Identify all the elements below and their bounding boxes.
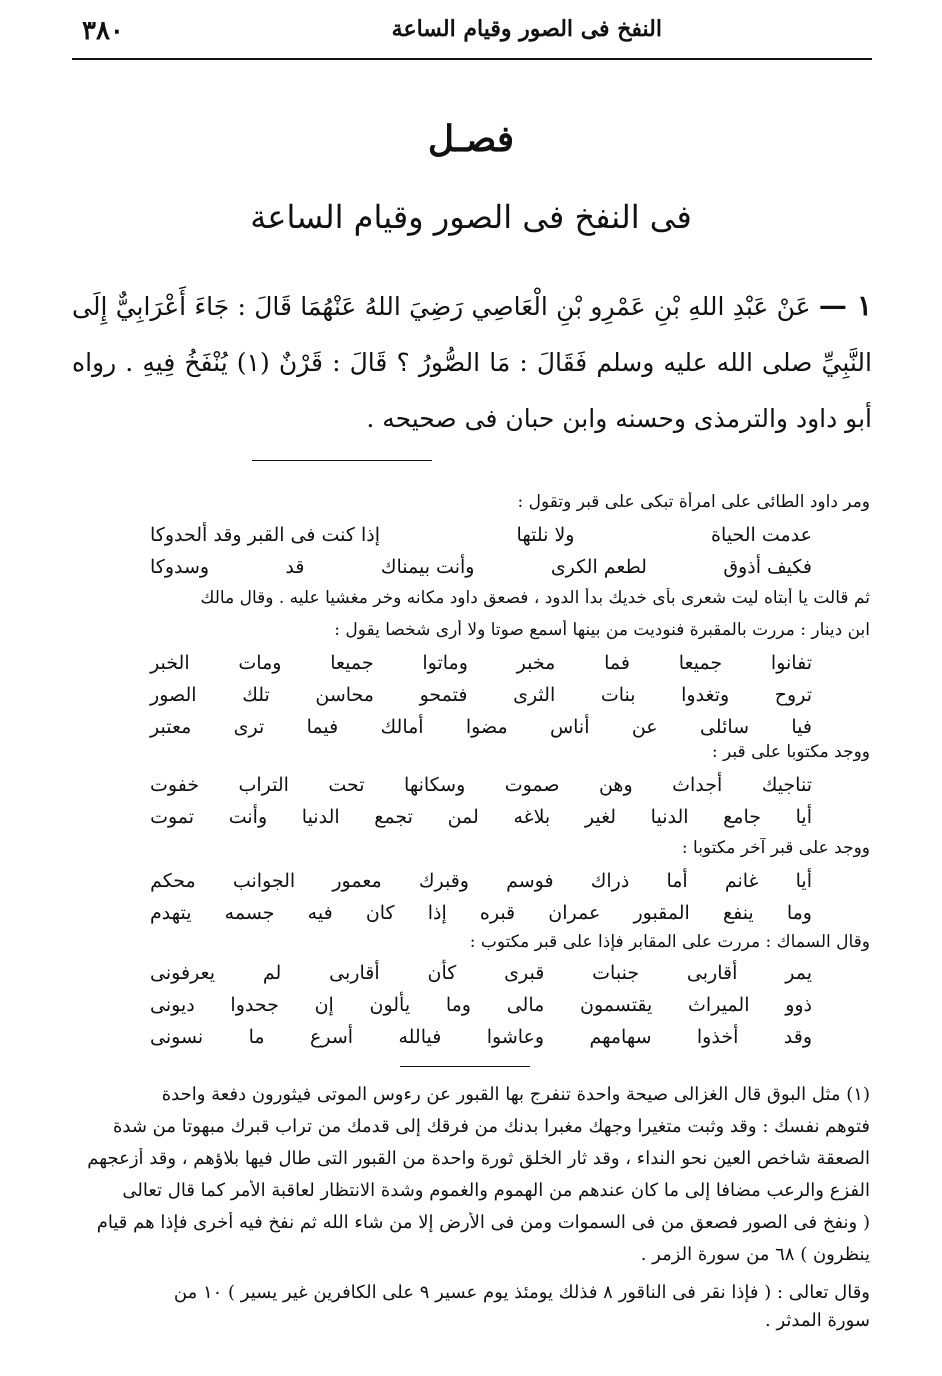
verse-word: لم (262, 962, 282, 984)
verse-word: جميعا (678, 652, 723, 674)
verse-word: تموت (150, 806, 195, 828)
verse-line (150, 774, 812, 796)
verse-line (150, 524, 812, 546)
verse-word: المقبور (633, 902, 690, 924)
verse-word: الصور (150, 684, 197, 706)
verse-word: محاسن (315, 684, 374, 706)
verse-word: أناس (549, 716, 590, 738)
verse-word: تروح (774, 684, 812, 706)
verse-word: وسدوكا (150, 556, 210, 578)
verse-word: أقاربى (686, 962, 738, 984)
verse-word: ذراك (590, 870, 630, 892)
verse-word: وقد (783, 1026, 812, 1048)
footnote-line: سورة المدثر . (765, 1310, 870, 1331)
verse-word: يألون (369, 994, 411, 1016)
verse-word: قد (285, 556, 305, 578)
verse-word: فيالله (398, 1026, 442, 1048)
verse-word: الثرى (513, 684, 556, 706)
verse-word: الدنيا (301, 806, 340, 828)
verse-word: وما (445, 994, 471, 1016)
verse-word: وهن (598, 774, 633, 796)
verse-word: خفوت (150, 774, 200, 796)
footnote-line: الفزع والرعب مضافا إلى ما كان عندهم من الهموم والغموم وشدة الانتظار لعاقبة الأمر كما قال تعالى (122, 1180, 870, 1201)
verse-line (150, 806, 812, 828)
hadith-text: عَنْ عَبْدِ اللهِ بْنِ عَمْرِو بْنِ الْعَاصِي رَضِيَ اللهُ عَنْهُمَا قَالَ : جَاءَ أَعْرَابِيٌّ إِلَى النَّبِيِّ صلى الله عليه وسلم فَقَالَ : مَا الصُّورُ ؟ قَالَ : قَرْنٌ (١) يُنْفَخُ فِيهِ . رواه أبو داود والترمذى وحسنه وابن حبان فى صحيحه . (72, 292, 872, 433)
note-line: ابن دينار : مررت بالمقبرة فنوديت من بينها أسمع صوتا ولا أرى شخصا يقول : (334, 620, 870, 640)
verse-line (150, 652, 812, 674)
verse-word: أقاربى (329, 962, 380, 984)
verse-word: أيا (795, 806, 812, 828)
verse-word: لغير (584, 806, 617, 828)
verse-word: معمور (332, 870, 382, 892)
verse-word: صموت (504, 774, 560, 796)
note-line: ووجد على قبر آخر مكتوبا : (681, 838, 870, 858)
verse-word: كأن (427, 962, 457, 984)
verse-word: يمر (785, 962, 812, 984)
footnote-line: وقال تعالى : ( فإذا نقر فى الناقور ٨ فذلك يومئذ يوم عسير ٩ على الكافرين غير يسير ) ١٠ من (173, 1282, 870, 1303)
verse-word: لمن (447, 806, 479, 828)
verse-word: ما (248, 1026, 265, 1048)
running-title: النفخ فى الصور وقيام الساعة (391, 16, 662, 42)
verse-word: غانم (724, 870, 759, 892)
note-line: وقال السماك : مررت على المقابر فإذا على قبر مكتوب : (469, 932, 870, 952)
verse-word: جميعا (330, 652, 374, 674)
verse-word: جامع (723, 806, 761, 828)
verse-word: الدنيا (650, 806, 689, 828)
verse-word: أيا (795, 870, 812, 892)
verse-word: ترى (233, 716, 265, 738)
verse-word: وعاشوا (486, 1026, 545, 1048)
note-line: ووجد مكتوبا على قبر : (711, 742, 870, 762)
verse-line (150, 1026, 812, 1048)
verse-word: مخبر (516, 652, 556, 674)
verse-word: كان (365, 902, 395, 924)
footnote-line: ينظرون ) ٦٨ من سورة الزمر . (640, 1244, 870, 1265)
verse-word: نسونى (150, 1026, 204, 1048)
verse-word: بنات (600, 684, 636, 706)
verse-word: قبرى (504, 962, 545, 984)
verse-word: تلك (242, 684, 270, 706)
note-line: ثم قالت يا أبتاه ليت شعرى بأى خديك بدأ الدود ، فصعق داود مكانه وخر مغشيا عليه . وقال مالك (200, 588, 870, 608)
verse-line (150, 556, 812, 578)
verse-word: عمران (548, 902, 601, 924)
verse-word: جنبات (592, 962, 640, 984)
verse-line (150, 902, 812, 924)
hadith-paragraph (72, 278, 872, 447)
verse-word: وقبرك (418, 870, 469, 892)
verse-word: جسمه (224, 902, 275, 924)
verse-word: مضوا (465, 716, 508, 738)
verse-word: فما (604, 652, 630, 674)
page-number: ٣٨٠ (82, 16, 124, 46)
verse-word: الميراث (688, 994, 750, 1016)
verse-word: أسرع (310, 1026, 354, 1048)
verse-word: أخذوا (696, 1026, 739, 1048)
verse-word: عدمت الحياة (711, 524, 812, 546)
verse-word: أمالك (380, 716, 424, 738)
verse-word: ذوو (785, 994, 812, 1016)
verse-word: وأنت بيمناك (380, 556, 475, 578)
verse-word: بلاغه (513, 806, 551, 828)
verse-word: فيه (307, 902, 333, 924)
verse-word: معتبر (150, 716, 192, 738)
verse-word: مالى (506, 994, 545, 1016)
verse-word: تناجيك (761, 774, 812, 796)
verse-word: سهامهم (589, 1026, 652, 1048)
verse-word: ديونى (150, 994, 195, 1016)
verse-word: تجمع (374, 806, 413, 828)
verse-line (150, 962, 812, 984)
hadith-number: ١ — (818, 289, 873, 322)
verse-word: يعرفونى (150, 962, 216, 984)
verse-word: فكيف أذوق (723, 556, 812, 578)
verse-line (150, 684, 812, 706)
separator-rule (252, 460, 432, 461)
verse-word: إن (314, 994, 334, 1016)
verse-word: ومات (238, 652, 282, 674)
section-title: فى النفخ فى الصور وقيام الساعة (250, 198, 692, 236)
verse-word: فيا (791, 716, 812, 738)
verse-word: تفانوا (770, 652, 812, 674)
verse-word: وأنت (228, 806, 268, 828)
verse-word: إذا (427, 902, 447, 924)
footnote-line: ( ونفخ فى الصور فصعق من فى السموات ومن فى الأرض إلا من شاء الله ثم نفخ فيه أخرى فإذا هم قيام (96, 1212, 870, 1233)
verse-word: وتغدوا (681, 684, 730, 706)
verse-word: وماتوا (422, 652, 468, 674)
note-line: ومر داود الطائى على امرأة تبكى على قبر وتقول : (517, 492, 870, 512)
verse-word: فوسم (506, 870, 554, 892)
verse-word: قبره (479, 902, 516, 924)
footnote-line: فتوهم نفسك : وقد وثبت متغيرا وجهك مغبرا بدنك من فرقك إلى قدمك من تراب قبرك مبهوتا من شدة (112, 1116, 870, 1137)
verse-word: لطعم الكرى (550, 556, 647, 578)
verse-word: أجداث (672, 774, 723, 796)
verse-word: الجوانب (232, 870, 296, 892)
verse-word: وما (786, 902, 812, 924)
verse-word: ولا نلتها (516, 524, 575, 546)
verse-word: وسكانها (404, 774, 466, 796)
footnote-line: (١) مثل البوق قال الغزالى صيحة واحدة تنفرج بها القبور عن رءوس الموتى فيثورون دفعة واحدة (161, 1084, 870, 1105)
verse-word: يقتسمون (580, 994, 653, 1016)
verse-word: ينفع (722, 902, 754, 924)
section-heading: فصـل (427, 118, 515, 160)
verse-word: فيما (306, 716, 339, 738)
footnote-rule (400, 1066, 530, 1067)
verse-word: التراب (238, 774, 289, 796)
verse-word: إذا كنت فى القبر وقد ألحدوكا (150, 524, 381, 546)
page-header (72, 14, 872, 60)
verse-word: تحت (328, 774, 365, 796)
verse-word: فتمحو (419, 684, 468, 706)
verse-line (150, 870, 812, 892)
verse-line (150, 716, 812, 738)
footnote-line: الصعقة شاخص العين نحو النداء ، وقد ثار الخلق ثورة واحدة من القبور التى طال فيها بلاؤهم ، وقد أزعجهم (87, 1148, 870, 1169)
verse-line (150, 994, 812, 1016)
verse-word: محكم (150, 870, 196, 892)
verse-word: سائلى (699, 716, 750, 738)
verse-word: الخبر (150, 652, 190, 674)
verse-word: جحدوا (230, 994, 279, 1016)
verse-word: عن (631, 716, 658, 738)
verse-word: أما (666, 870, 688, 892)
verse-word: يتهدم (150, 902, 192, 924)
